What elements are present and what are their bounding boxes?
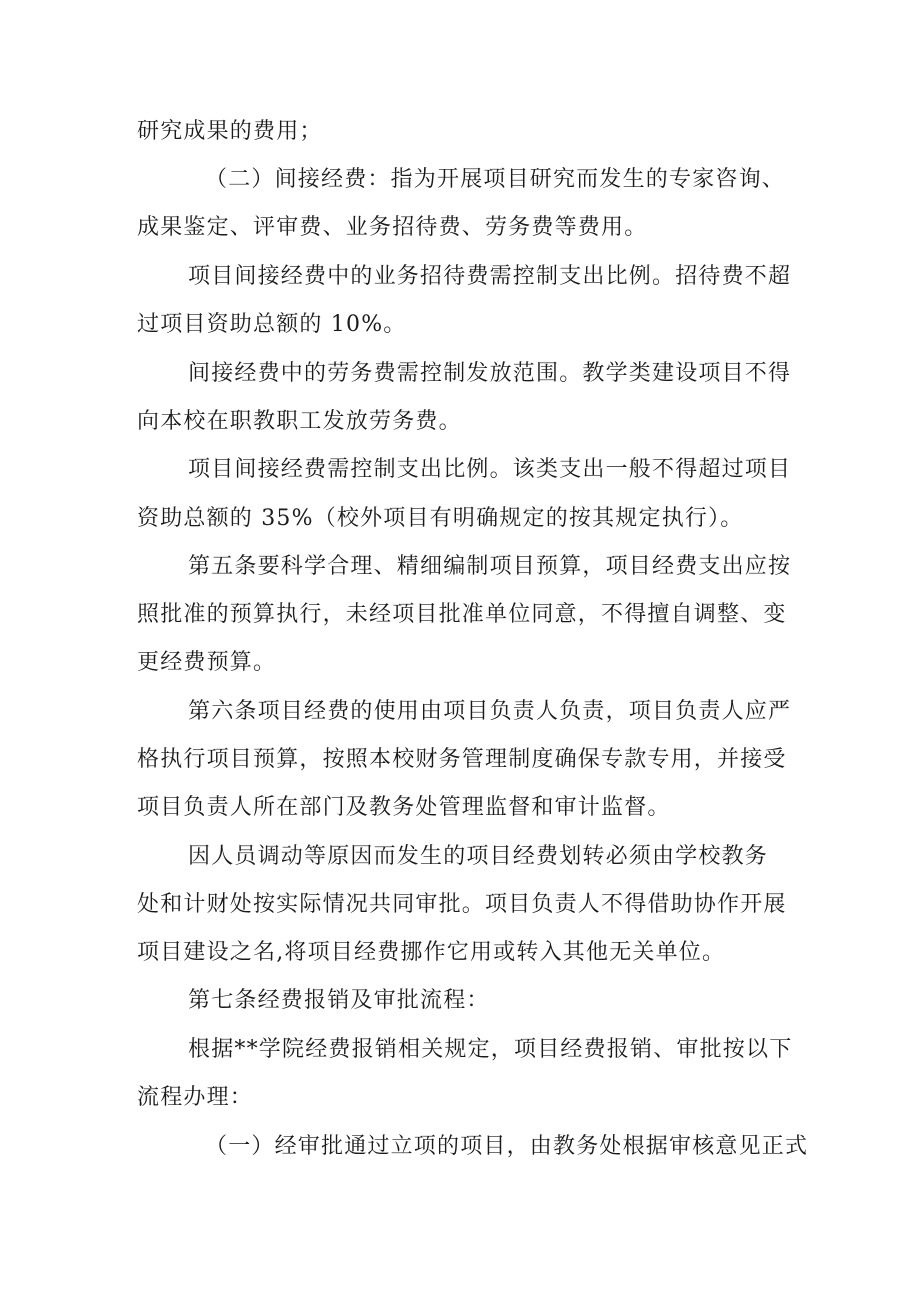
text-line: 资助总额的 35%（校外项目有明确规定的按其规定执行）。	[137, 506, 744, 531]
article-seven: 第七条经费报销及审批流程：	[188, 988, 490, 1013]
text-line: 过项目资助总额的 10%。	[137, 312, 407, 337]
article-six: 第六条项目经费的使用由项目负责人负责，项目负责人应严	[188, 699, 792, 724]
paragraph-approval-step-one: （一）经审批通过立项的项目，由教务处根据审核意见正式	[205, 1134, 809, 1159]
paragraph-reimbursement: 根据**学院经费报销相关规定，项目经费报销、审批按以下	[188, 1037, 793, 1062]
text-line: 成果鉴定、评审费、业务招待费、劳务费等费用。	[137, 215, 648, 240]
text-line: 项目负责人所在部门及教务处管理监督和审计监督。	[137, 795, 671, 820]
paragraph-indirect-ratio: 项目间接经费需控制支出比例。该类支出一般不得超过项目	[188, 457, 792, 482]
text-line: 更经费预算。	[137, 650, 277, 675]
text-line: 向本校在职教职工发放劳务费。	[137, 409, 462, 434]
text-line: 项目建设之名,将项目经费挪作它用或转入其他无关单位。	[137, 940, 726, 965]
text-line: 研究成果的费用；	[137, 119, 323, 144]
text-line: 流程办理：	[137, 1085, 254, 1110]
article-five: 第五条要科学合理、精细编制项目预算，项目经费支出应按	[188, 554, 792, 579]
text-line: 照批准的预算执行，未经项目批准单位同意，不得擅自调整、变	[137, 602, 787, 627]
text-line: 格执行项目预算，按照本校财务管理制度确保专款专用，并接受	[137, 747, 787, 772]
paragraph-indirect-funds: （二）间接经费：指为开展项目研究而发生的专家咨询、	[205, 167, 786, 192]
paragraph-hospitality-limit: 项目间接经费中的业务招待费需控制支出比例。招待费不超	[188, 264, 792, 289]
text-line: 处和计财处按实际情况共同审批。项目负责人不得借助协作开展	[137, 892, 787, 917]
paragraph-labor-fee: 间接经费中的劳务费需控制发放范围。教学类建设项目不得	[188, 361, 792, 386]
paragraph-transfer: 因人员调动等原因而发生的项目经费划转必须由学校教务	[188, 844, 769, 869]
